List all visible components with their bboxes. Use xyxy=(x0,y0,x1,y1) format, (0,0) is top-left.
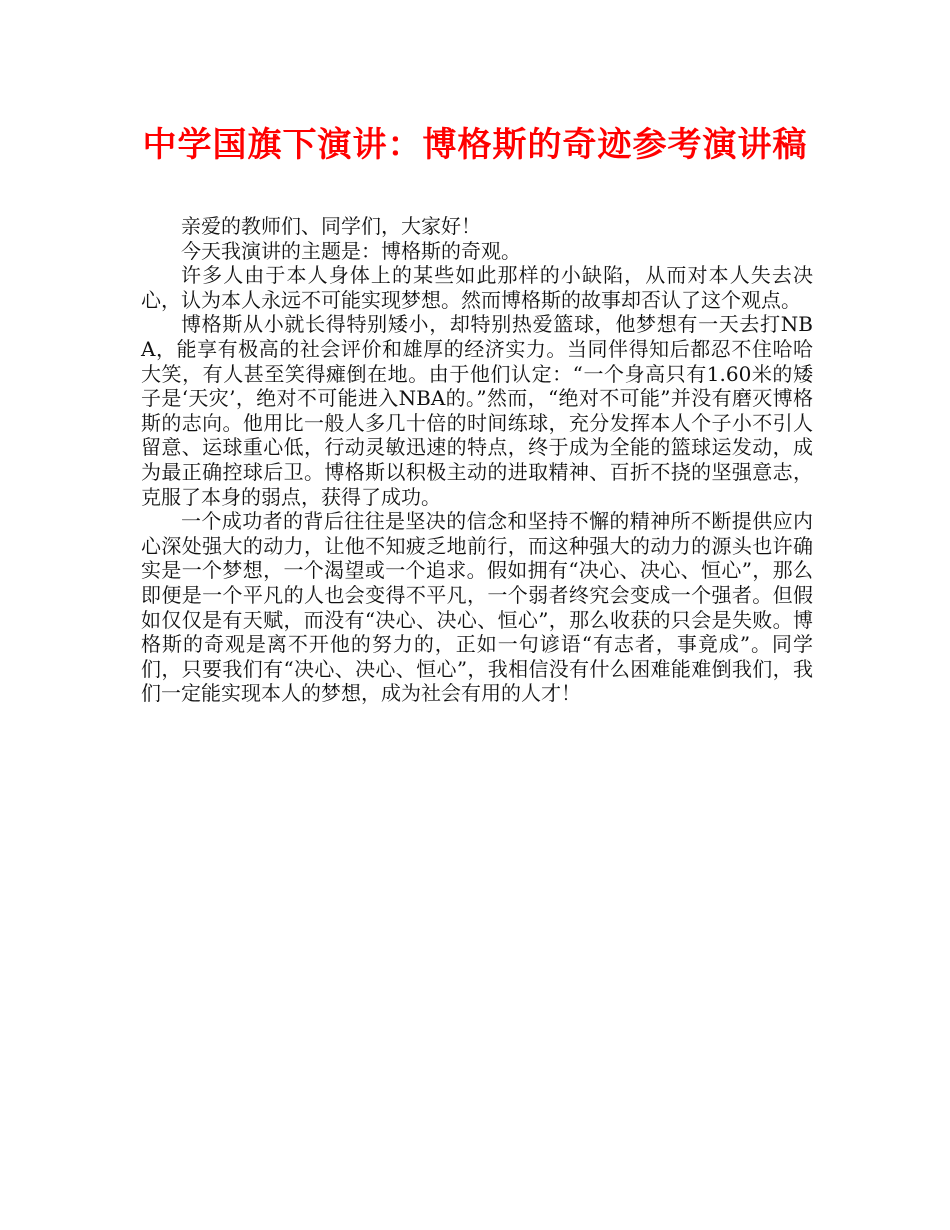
document-body xyxy=(141,214,813,706)
paragraph-intro: 许多人由于本人身体上的某些如此那样的小缺陷，从而对本人失去决心，认为本人永远不可能实现梦想。然而博格斯的故事却否认了这个观点。 xyxy=(141,263,813,312)
paragraph-conclusion: 一个成功者的背后往往是坚决的信念和坚持不懈的精神所不断提供应内心深处强大的动力，让他不知疲乏地前行，而这种强大的动力的源头也许确实是一个梦想，一个渴望或一个追求。假如拥有“决心、决心、恒心”，那么即便是一个平凡的人也会变得不平凡，一个弱者终究会变成一个强者。但假如仅仅是有天赋，而没有“决心、决心、恒心”，那么收获的只会是失败。博格斯的奇观是离不开他的努力的，正如一句谚语“有志者，事竟成”。同学们，只要我们有“决心、决心、恒心”，我相信没有什么困难能难倒我们，我们一定能实现本人的梦想，成为社会有用的人才！ xyxy=(141,509,813,706)
paragraph-greeting: 亲爱的教师们、同学们，大家好！ xyxy=(181,214,481,238)
paragraph-story: 博格斯从小就长得特别矮小，却特别热爱篮球，他梦想有一天去打NBA，能享有极高的社会评价和雄厚的经济实力。当同伴得知后都忍不住哈哈大笑，有人甚至笑得瘫倒在地。由于他们认定：“一个身高只有1.60米的矮子是‘天灾’，绝对不可能进入NBA的。”然而，“绝对不可能”并没有磨灭博格斯的志向。他用比一般人多几十倍的时间练球，充分发挥本人个子小不引人留意、运球重心低，行动灵敏迅速的特点，终于成为全能的篮球运发动，成为最正确控球后卫。博格斯以积极主动的进取精神、百折不挠的坚强意志，克服了本身的弱点，获得了成功。 xyxy=(141,312,813,509)
paragraph-topic: 今天我演讲的主题是：博格斯的奇观。 xyxy=(181,238,521,263)
document-title: 中学国旗下演讲：博格斯的奇迹参考演讲稿 xyxy=(142,125,808,165)
